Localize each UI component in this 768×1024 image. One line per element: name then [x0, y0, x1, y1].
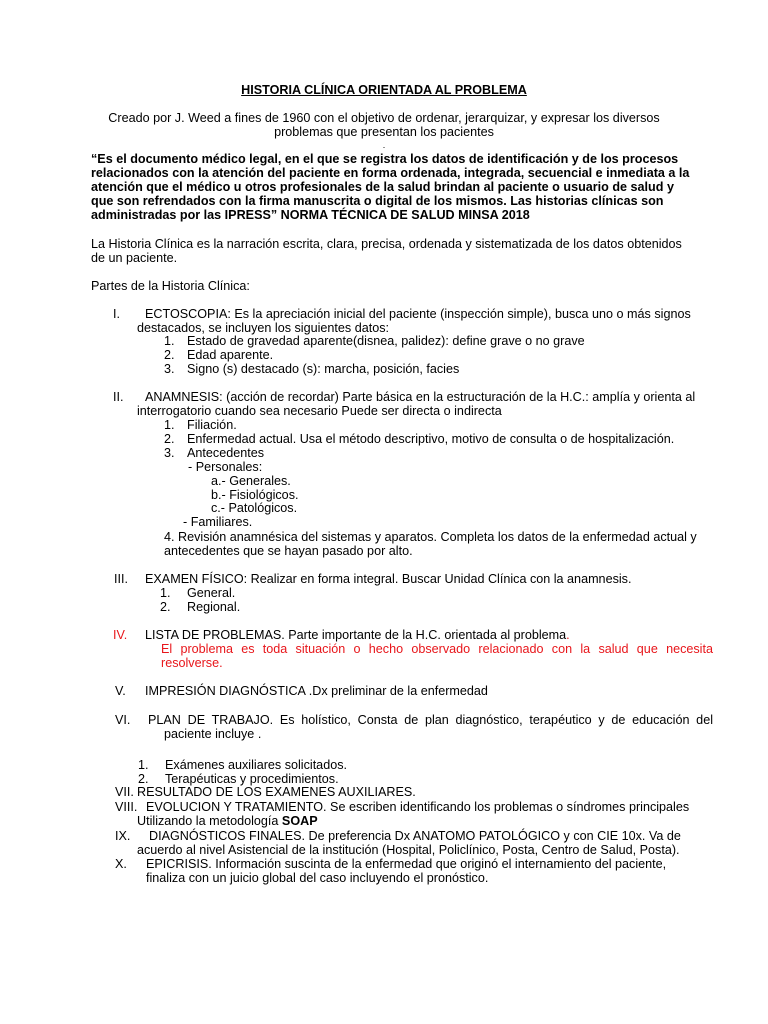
section-10-cont: finaliza con un juicio global del caso incluyendo el pronóstico.	[146, 871, 489, 885]
quote-ipress: administradas por las IPRESS	[91, 208, 271, 222]
quote-line-4: que son refrendados con la firma manuscrita o digital de los mismos. Las historias clínicas son	[91, 194, 664, 208]
definition-line-1: La Historia Clínica es la narración escrita, clara, precisa, ordenada y sistematizada de los datos obtenidos	[91, 237, 682, 251]
section-6-item-text: Terapéuticas y procedimientos.	[165, 772, 339, 786]
intro-line-1: Creado por J. Weed a fines de 1960 con el objetivo de ordenar, jerarquizar, y expresar los diversos	[108, 111, 660, 125]
section-2-item-num: 3.	[164, 446, 175, 460]
definition-line-2: de un paciente.	[91, 251, 178, 265]
parts-heading: Partes de la Historia Clínica:	[91, 279, 250, 293]
soap-label: SOAP	[281, 814, 318, 828]
sub-item-generales: a.- Generales.	[211, 474, 291, 488]
section-1-item-text: Estado de gravedad aparente(disnea, palidez): define grave o no grave	[187, 334, 585, 348]
section-10-text: EPICRISIS. Información suscinta de la enfermedad que originó el internamiento del paciente,	[146, 857, 667, 871]
section-2-item-num: 2.	[164, 432, 175, 446]
section-5-number: V.	[115, 684, 126, 698]
sub-item-patologicos: c.- Patológicos.	[211, 501, 298, 515]
section-7-number: VII.	[115, 785, 134, 799]
section-2-item-num: 1.	[164, 418, 175, 432]
familiares-label: - Familiares.	[183, 515, 253, 529]
section-6-text: PLAN DE TRABAJO. Es holístico, Consta de plan diagnóstico, terapéutico y de educación del	[148, 713, 713, 727]
intro-line-2: problemas que presentan los pacientes	[274, 125, 494, 139]
section-3-number: III.	[114, 572, 128, 586]
personales-label: - Personales:	[188, 460, 263, 474]
section-6-item-num: 1.	[138, 758, 149, 772]
section-2-number: II.	[113, 390, 124, 404]
section-8-number: VIII.	[115, 800, 138, 814]
section-1-item-num: 1.	[164, 334, 175, 348]
section-4-red-line-2: resolverse.	[161, 656, 223, 670]
section-8-cont-text: Utilizando la metodología	[137, 814, 282, 828]
section-9-text: DIAGNÓSTICOS FINALES. De preferencia Dx ANATOMO PATOLÓGICO y con CIE 10x. Va de	[149, 829, 681, 843]
section-2-item-4-cont: antecedentes que se hayan pasado por alto.	[164, 544, 413, 558]
section-3-item-text: Regional.	[187, 600, 241, 614]
section-1-item-num: 3.	[164, 362, 175, 376]
section-4-red-line-1: El problema es toda situación o hecho observado relacionado con la salud que necesita	[161, 642, 713, 656]
sub-item-fisiologicos: b.- Fisiológicos.	[211, 488, 299, 502]
section-2-item-text: Filiación.	[187, 418, 237, 432]
section-1-item-text: Edad aparente.	[187, 348, 274, 362]
section-10-number: X.	[115, 857, 127, 871]
section-1-item-num: 2.	[164, 348, 175, 362]
section-4-dot: .	[566, 628, 570, 642]
section-6-cont: paciente incluye .	[164, 727, 262, 741]
section-6-number: VI.	[115, 713, 131, 727]
section-6-item-num: 2.	[138, 772, 149, 786]
intro-dot: .	[382, 140, 386, 150]
page-title: HISTORIA CLÍNICA ORIENTADA AL PROBLEMA	[241, 83, 527, 97]
section-1-cont: destacados, se incluyen los siguientes datos:	[137, 321, 390, 335]
section-2-item-text: Antecedentes	[187, 446, 265, 460]
quote-line-3: atención que el médico u otros profesionales de la salud brindan al paciente o usuario de salud y	[91, 180, 674, 194]
section-3-item-num: 1.	[160, 586, 171, 600]
section-1-number: I.	[113, 307, 120, 321]
quote-line-1: “Es el documento médico legal, en el que se registra los datos de identificación y de los procesos	[91, 152, 679, 166]
section-3-item-num: 2.	[160, 600, 171, 614]
section-1-text: ECTOSCOPIA: Es la apreciación inicial del paciente (inspección simple), busca uno o más signos	[145, 307, 691, 321]
section-2-item-text: Enfermedad actual. Usa el método descriptivo, motivo de consulta o de hospitalización.	[187, 432, 675, 446]
quote-norma: ” NORMA TÉCNICA DE SALUD MINSA 2018	[270, 208, 530, 222]
section-2-item-4: 4. Revisión anamnésica del sistemas y aparatos. Completa los datos de la enfermedad actual y	[164, 530, 697, 544]
section-8-text: EVOLUCION Y TRATAMIENTO. Se escriben identificando los problemas o síndromes principales	[146, 800, 690, 814]
section-9-cont: acuerdo al nivel Asistencial de la institución (Hospital, Policlínico, Posta, Centro de Salud, Posta).	[137, 843, 680, 857]
section-9-number: IX.	[115, 829, 131, 843]
quote-line-5	[91, 208, 530, 222]
section-2-cont: interrogatorio cuando sea necesario Puede ser directa o indirecta	[137, 404, 502, 418]
section-8-cont	[137, 814, 318, 828]
section-4-number: IV.	[113, 628, 128, 642]
section-3-item-text: General.	[187, 586, 236, 600]
section-4-text	[145, 628, 570, 642]
section-6-item-text: Exámenes auxiliares solicitados.	[165, 758, 347, 772]
section-4-label: LISTA DE PROBLEMAS. Parte importante de la H.C. orientada al problema	[145, 628, 567, 642]
section-7-text: RESULTADO DE LOS EXAMENES AUXILIARES.	[137, 785, 416, 799]
section-5-text: IMPRESIÓN DIAGNÓSTICA .Dx preliminar de la enfermedad	[145, 684, 488, 698]
section-1-item-text: Signo (s) destacado (s): marcha, posición, facies	[187, 362, 460, 376]
quote-line-2: relacionados con la atención del paciente en forma ordenada, integrada, secuencial e inmediata a la	[91, 166, 690, 180]
section-2-text: ANAMNESIS: (acción de recordar) Parte básica en la estructuración de la H.C.: amplía y orienta al	[145, 390, 696, 404]
section-3-text: EXAMEN FÍSICO: Realizar en forma integral. Buscar Unidad Clínica con la anamnesis.	[145, 572, 632, 586]
